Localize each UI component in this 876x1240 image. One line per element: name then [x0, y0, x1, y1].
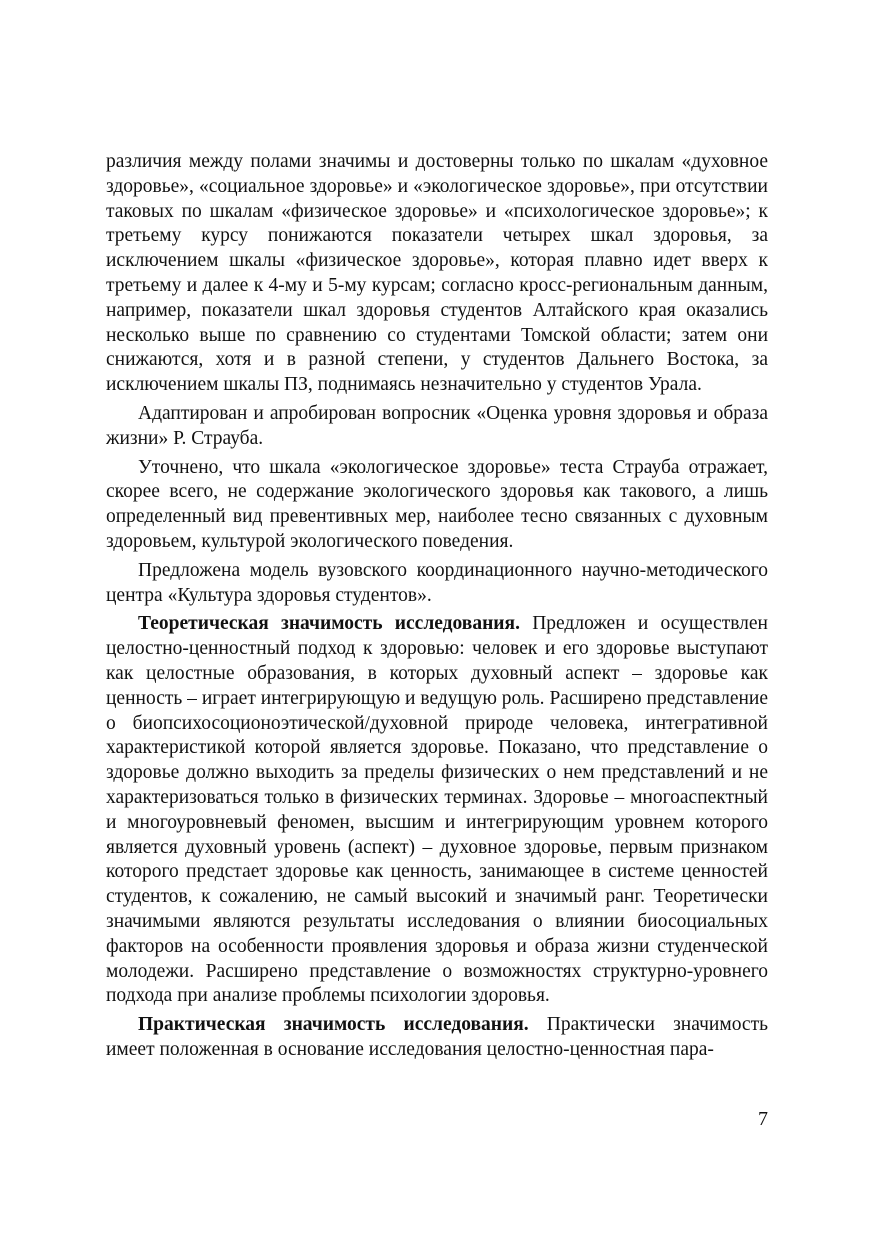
paragraph-ecological-scale — [106, 456, 768, 555]
body-text — [106, 150, 768, 1063]
paragraph-heading: Теоретическая значимость исследования. — [138, 613, 520, 635]
paragraph-text: Адаптирован и апробирован вопросник «Оценка уровня здоровья и образа жизни» Р. Страуба. — [106, 402, 768, 449]
paragraph-text: Практически значимость имеет положенная в основание исследования целостно-ценностная пара- — [106, 1014, 768, 1060]
paragraph-practical-significance — [106, 1013, 768, 1063]
paragraph-center-model — [106, 559, 768, 609]
paragraph-theoretical-significance — [106, 612, 768, 1009]
paragraph-text: Предложена модель вузовского координационного научно-методического центра «Культура здоровья студентов». — [106, 559, 768, 606]
paragraph-continuation — [106, 150, 768, 398]
page-number: 7 — [758, 1108, 768, 1130]
paragraph-text: Предложен и осуществлен целостно-ценностный подход к здоровью: человек и его здоровье выступают как целостные образования, в которых духовный аспект – здоровье как ценность – играет интегрирующую и ведущую роль. Расширено представление о биопсихосоционоэтической/духовной природе человека, интегративной характеристикой которой является здоровье. Показано, что представление о здоровье должно выходить за пределы физических о нем представлений и не характеризоваться только в физических терминах. Здоровье – многоаспектный и многоуровневый феномен, высшим и интегрирующим уровнем которого является духовный уровень (аспект) – духовное здоровье, первым признаком которого предстает здоровье как ценность, занимающее в системе ценностей студентов, к сожалению, не самый высокий и значимый ранг. Теоретически значимыми являются результаты исследования о влиянии биосоциальных факторов на особенности проявления здоровья и образа жизни студенческой молодежи. Расширено представление о возможностях структурно-уровнего подхода при анализе проблемы психологии здоровья. — [106, 613, 768, 1007]
paragraph-text: различия между полами значимы и достоверны только по шкалам «духовное здоровье», «социальное здоровье» и «экологическое здоровье», при отсутствии таковых по шкалам «физическое здоровье» и «психологическое здоровье»; к третьему курсу понижаются показатели четырех шкал здоровья, за исключением шкалы «физическое здоровье», которая плавно идет вверх к третьему и далее к 4-му и 5-му курсам; согласно кросс-региональным данным, например, показатели шкал здоровья студентов Алтайского края оказались несколько выше по сравнению со студентами Томской области; затем они снижаются, хотя и в разной степени, у студентов Дальнего Востока, за исключением шкалы ПЗ, поднимаясь незначительно у студентов Урала. — [106, 151, 768, 396]
paragraph-questionnaire — [106, 402, 768, 452]
paragraph-heading: Практическая значимость исследования. — [138, 1014, 529, 1036]
paragraph-text: Уточнено, что шкала «экологическое здоровье» теста Страуба отражает, скорее всего, не содержание экологического здоровья как такового, а лишь определенный вид превентивных мер, наиболее тесно связанных с духовным здоровьем, культурой экологического поведения. — [106, 456, 768, 552]
